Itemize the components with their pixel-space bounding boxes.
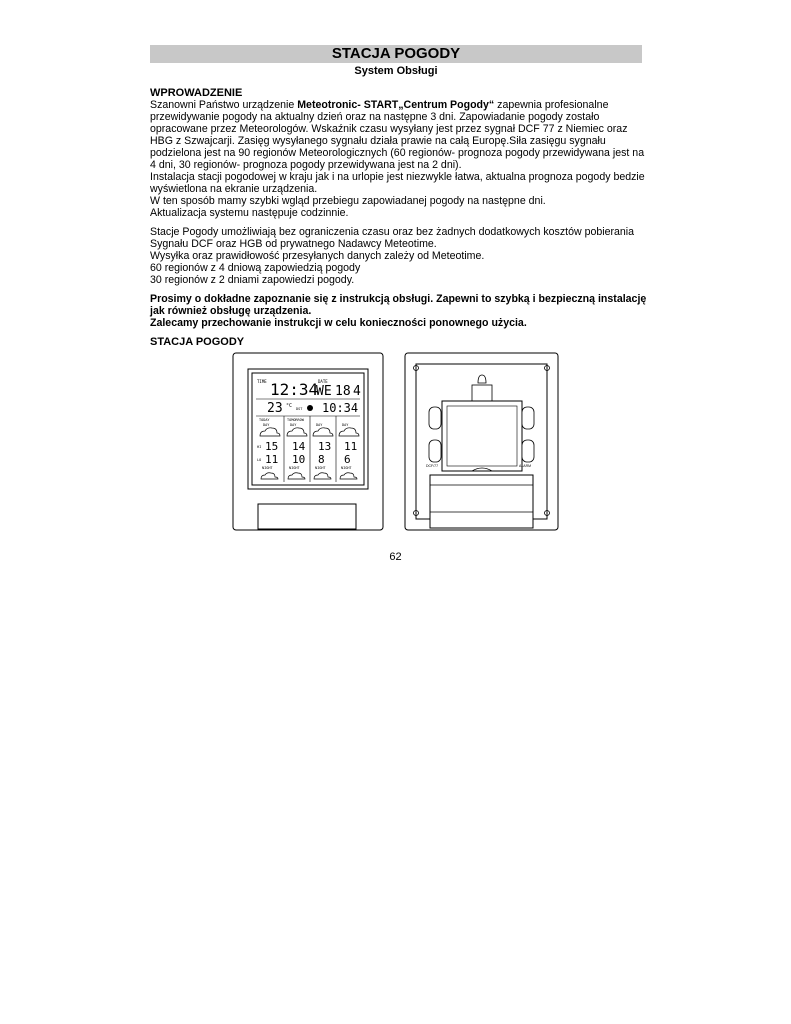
side-button[interactable]	[522, 407, 534, 429]
lcd-day-label: DAY	[263, 423, 270, 427]
lcd-month: 4	[353, 384, 361, 399]
station-back-illustration	[404, 352, 559, 532]
battery-cover	[447, 406, 517, 466]
page-subtitle: System Obsługi	[354, 65, 438, 77]
notice-section	[150, 293, 650, 329]
lcd-alarm-time: 10:34	[322, 401, 359, 415]
intro-lead-prefix: Szanowni Państwo urządzenie	[150, 99, 298, 111]
lcd-high-temp: 15	[265, 440, 279, 453]
lcd-weekday: WE	[316, 384, 332, 399]
notice-line: Prosimy o dokładne zapoznanie się z instrukcją obsługi. Zapewni to szybką i bezpieczną instalację	[150, 293, 647, 305]
intro-line: podzielona jest na 90 regionów Meteorologicznych (60 regionów- prognoza pogody przewidywana jest na	[150, 147, 645, 159]
lcd-lo-label: LO	[257, 458, 262, 462]
lcd-low-temp: 10	[292, 453, 306, 466]
lcd-night-label: NIGHT	[341, 466, 352, 470]
station-front-illustration	[232, 352, 384, 532]
lcd-night-label: NIGHT	[289, 466, 300, 470]
lcd-time: 12:34	[270, 380, 319, 399]
lcd-low-temp: 8	[318, 453, 325, 466]
station-stand-back	[430, 475, 533, 528]
side-button[interactable]	[429, 440, 441, 462]
lcd-high-temp: 13	[318, 440, 332, 453]
lcd-dst: DST	[296, 407, 303, 411]
lcd-low-temp: 11	[265, 453, 279, 466]
service-line: Wysyłka oraz prawidłowość przesyłanych danych zależy od Meteotime.	[150, 250, 485, 262]
lcd-day-label: DAY	[342, 423, 349, 427]
lcd-high-temp: 11	[344, 440, 358, 453]
lcd-time-label: TIME	[257, 379, 267, 384]
intro-line: HBG z Szwajcarji. Zasięg wysyłanego sygnału działa prawie na całą Europę.Siła zasięgu sygnału	[150, 135, 606, 147]
station-heading: STACJA POGODY	[150, 336, 245, 348]
service-line: Stacje Pogody umożliwiają bez ograniczenia czasu oraz bez żadnych dodatkowych kosztów pobierania	[150, 226, 635, 238]
intro-line: Aktualizacja systemu następuje codzinnie.	[150, 207, 349, 219]
lcd-temperature: 23	[267, 401, 283, 416]
lcd-today: TODAY	[259, 418, 270, 422]
hanger-mount	[472, 385, 492, 401]
intro-line: Instalacja stacji pogodowej w kraju jak i na urlopie jest niezwykle łatwa, aktualna prognoza pogody bedzie	[150, 171, 645, 183]
intro-line: W ten sposób mamy szybki wgląd przebiegu zapowiadanej pogody na następne dni.	[150, 195, 546, 207]
service-section	[150, 226, 650, 286]
alarm-bell-icon	[307, 405, 313, 411]
product-name: Meteotronic- START„Centrum Pogody“	[297, 99, 495, 111]
lcd-night-label: NIGHT	[315, 466, 326, 470]
service-line: 60 regionów z 4 dniową zapowiedzią pogody	[150, 262, 361, 274]
back-left-label: DCF/77	[426, 464, 439, 468]
notice-line: jak również obsługę urządzenia.	[150, 305, 312, 317]
intro-line: opracowane przez Meteorologów. Wskaźnik czasu wysyłany jest przez sygnał DCF 77 z Niemiec oraz	[150, 123, 628, 135]
lcd-temp-unit: °C	[286, 403, 293, 409]
service-line: Sygnału DCF oraz HGB od prywatnego Nadawcy Meteotime.	[150, 238, 437, 250]
page-number: 62	[389, 551, 402, 563]
lcd-low-temp: 6	[344, 453, 351, 466]
lcd-night-label: NIGHT	[262, 466, 273, 470]
back-right-label: ALARM	[519, 464, 532, 468]
page-title: STACJA POGODY	[150, 45, 642, 63]
lcd-hi-label: HI	[257, 445, 262, 449]
lcd-tomorrow: TOMORROW	[287, 418, 304, 422]
intro-section	[150, 87, 650, 219]
side-button[interactable]	[429, 407, 441, 429]
notice-line: Zalecamy przechowanie instrukcji w celu konieczności ponownego użycia.	[150, 317, 527, 329]
lcd-day: 18	[335, 384, 351, 399]
station-stand	[258, 504, 356, 529]
lcd-date-label: DATE	[318, 379, 328, 384]
intro-lead	[150, 99, 650, 111]
intro-lead-suffix: zapewnia profesionalne	[494, 99, 609, 111]
intro-line: wyświetlona na ekranie urządzenia.	[150, 183, 318, 195]
intro-heading: WPROWADZENIE	[150, 87, 243, 99]
side-button[interactable]	[522, 440, 534, 462]
lcd-high-temp: 14	[292, 440, 306, 453]
lcd-day-label: DAY	[316, 423, 323, 427]
intro-line: przewidywanie pogody na aktualny dzień oraz na następne 3 dni. Zapowiadanie pogody zostało	[150, 111, 600, 123]
service-line: 30 regionów z 2 dniami zapowiedzi pogody.	[150, 274, 355, 286]
intro-line: 4 dni, 30 regionów- prognoza pogody przewidywana jest na 2 dni).	[150, 159, 462, 171]
lcd-day-label: DAY	[290, 423, 297, 427]
